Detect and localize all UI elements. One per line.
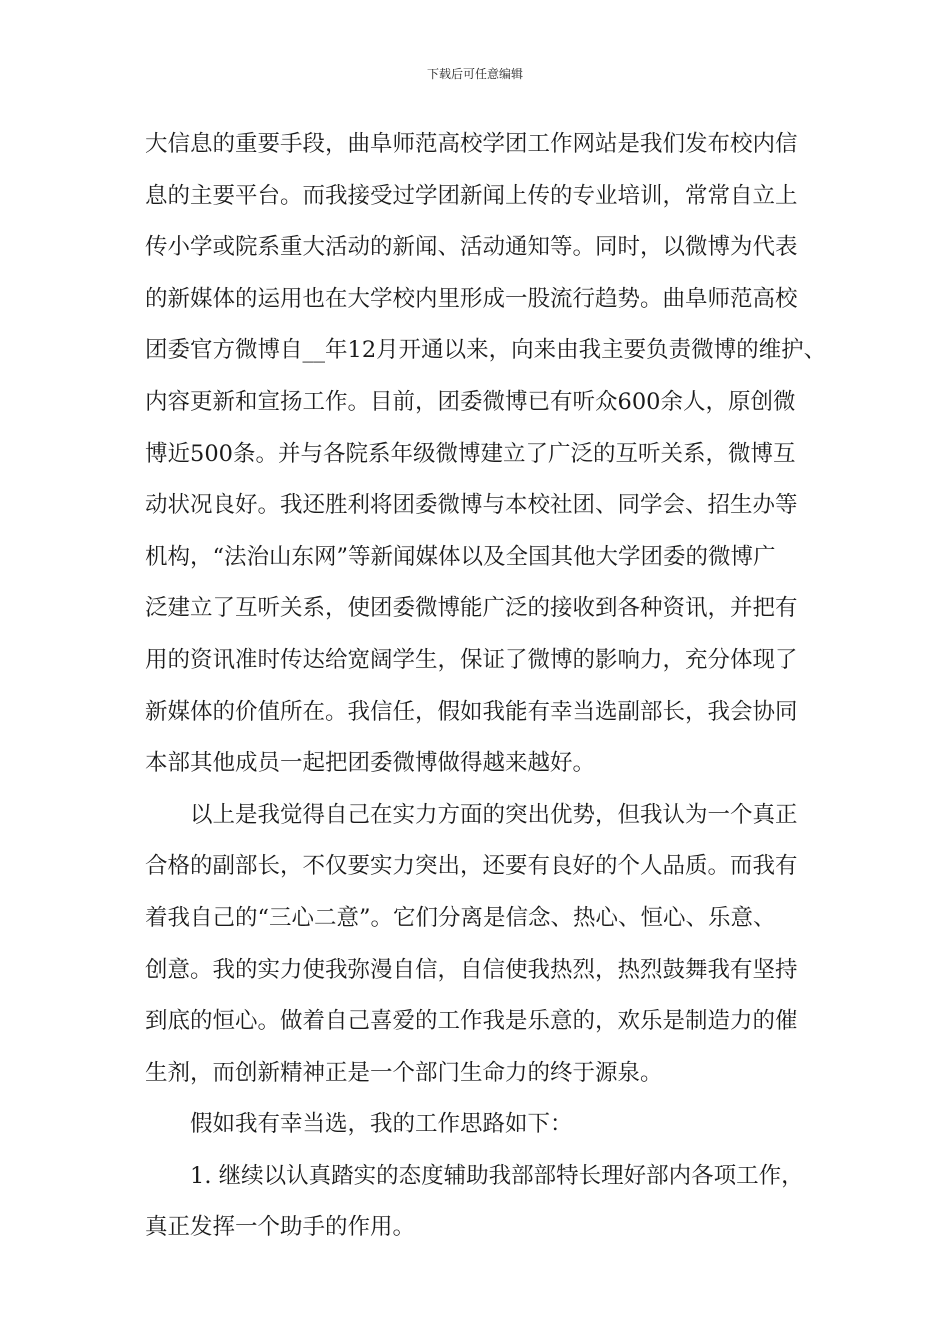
paragraph-first-line: 假如我有幸当选，我的工作思路如下： [190,1111,573,1138]
text-line: 真正发挥一个助手的作用。 [145,1214,416,1241]
text-line: 合格的副部长，不仅要实力突出，还要有良好的个人品质。而我有 [145,853,798,880]
paragraph-first-line: 以上是我觉得自己在实力方面的突出优势，但我认为一个真正 [190,801,798,828]
text-line: 大信息的重要手段，曲阜师范高校学团工作网站是我们发布校内信 [145,131,798,157]
text-line: 机构，“法治山东网”等新闻媒体以及全国其他大学团委的微博广 [145,543,776,570]
text-line: 传小学或院系重大活动的新闻、活动通知等。同时，以微博为代表 [145,234,798,261]
text-line: 本部其他成员一起把团委微博做得越来越好。 [145,750,596,777]
page-header: 下载后可任意编辑 [426,67,523,81]
text-line: 内容更新和宣扬工作。目前，团委微博已有听众600余人，原创微 [145,388,796,415]
text-line: 泛建立了互听关系，使团委微博能广泛的接收到各种资讯，并把有 [145,595,798,622]
list-item-first-line: 1. 继续以认真踏实的态度辅助我部部特长理好部内各项工作， [190,1162,804,1189]
text-line: 生剂，而创新精神正是一个部门生命力的终于源泉。 [145,1059,663,1086]
text-line: 用的资讯准时传达给宽阔学生，保证了微博的影响力，充分体现了 [145,646,798,673]
text-line: 着我自己的“三心二意”。它们分离是信念、热心、恒心、乐意、 [145,904,776,931]
text-line: 的新媒体的运用也在大学校内里形成一股流行趋势。曲阜师范高校 [145,285,798,312]
text-line: 动状况良好。我还胜利将团委微博与本校社团、同学会、招生办等 [145,492,798,519]
text-line: 创意。我的实力使我弥漫自信，自信使我热烈，热烈鼓舞我有坚持 [145,956,798,983]
document-body [145,129,825,1264]
text-line: 博近500条。并与各院系年级微博建立了广泛的互听关系，微博互 [145,440,796,467]
text-line: 新媒体的价值所在。我信任，假如我能有幸当选副部长，我会协同 [145,698,798,725]
text-line: 团委官方微博自__年12月开通以来，向来由我主要负责微博的维护、 [145,337,827,364]
text-line: 息的主要平台。而我接受过学团新闻上传的专业培训，常常自立上 [145,182,798,209]
text-line: 到底的恒心。做着自己喜爱的工作我是乐意的，欢乐是制造力的催 [145,1008,798,1035]
